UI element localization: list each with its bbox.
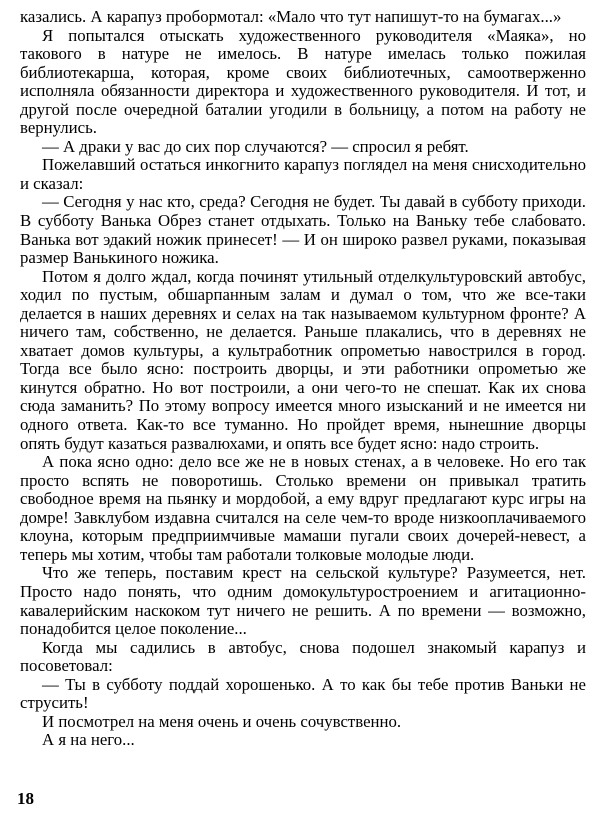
paragraph-12: А я на него... xyxy=(42,730,135,750)
paragraph-6: Потом я долго ждал, когда починят утильный отделкультуровский автобус, ходил по пустым, обшарпанным залам и думал о том, что же все-таки делается в наших деревнях и селах на так называемом культурном фронте? А ничего там, собственно, не делается. Раньше плакались, что в деревнях не хватает домов культуры, а культработник опрометью навострился в город. Тогда все было ясно: построить дворцы, и эти работники опрометью же кинутся обратно. Но вот построили, а они чего-то не спешат. Как их снова сюда заманить? По этому вопросу имеется много изысканий и не имеется ни одного ответа. Как-то все туманно. Но пройдет время, нынешние дворцы опять будут казаться развалюхами, и опять все будет ясно: надо строить. xyxy=(20,266,586,453)
paragraph-1: казались. А карапуз пробормотал: «Мало что тут напишут-то на бумагах...» xyxy=(20,7,562,26)
paragraph-10: — Ты в субботу поддай хорошенько. А то как бы тебе против Ваньки не струсить! xyxy=(20,674,586,713)
paragraph-11: И посмотрел на меня очень и очень сочувственно. xyxy=(42,711,402,731)
page-text xyxy=(20,8,586,750)
paragraph-9: Когда мы садились в автобус, снова подошел знакомый карапуз и посоветовал: xyxy=(20,637,586,676)
paragraph-2: Я попытался отыскать художественного руководителя «Маяка», но такового в натуре не имелось. В натуре имелась только пожилая библиотекарша, которая, кроме своих библиотечных, самоотверженно исполняла обязанности директора и художественного руководителя. И тот, и другой после очередной баталии угодили в больницу, а потом на работу не вернулись. xyxy=(20,25,586,138)
paragraph-7: А пока ясно одно: дело все же не в новых стенах, а в человеке. Но его так просто вспять не поворотишь. Столько времени он привыкал тратить свободное время на пьянку и мордобой, а ему вдруг предлагают курс игры на домре! Завклубом издавна считался на селе чем-то вроде низкооплачиваемого клоуна, которым предприимчивые мамаши пугали своих дочерей-невест, а теперь мы хотим, чтобы там работали толковые молодые люди. xyxy=(20,452,586,564)
paragraph-4: Пожелавший остаться инкогнито карапуз поглядел на меня снисходительно и сказал: xyxy=(20,155,586,193)
paragraph-3: — А драки у вас до сих пор случаются? — спросил я ребят. xyxy=(42,136,469,156)
paragraph-8: Что же теперь, поставим крест на сельской культуре? Разумеется, нет. Просто надо понять, что одним домокультуростроением и агитационно-кавалерийским наскоком тут ничего не решить. А по времени — возможно, понадобится целое поколение... xyxy=(20,563,586,639)
paragraph-5: — Сегодня у нас кто, среда? Сегодня не будет. Ты давай в субботу приходи. В субботу Ванька Обрез станет отдыхать. Только на Ваньку тебе слабовато. Ванька вот эдакий ножик принесет! — И он широко развел руками, показывая размер Ванькиного ножика. xyxy=(20,192,586,268)
page-number: 18 xyxy=(17,789,34,808)
